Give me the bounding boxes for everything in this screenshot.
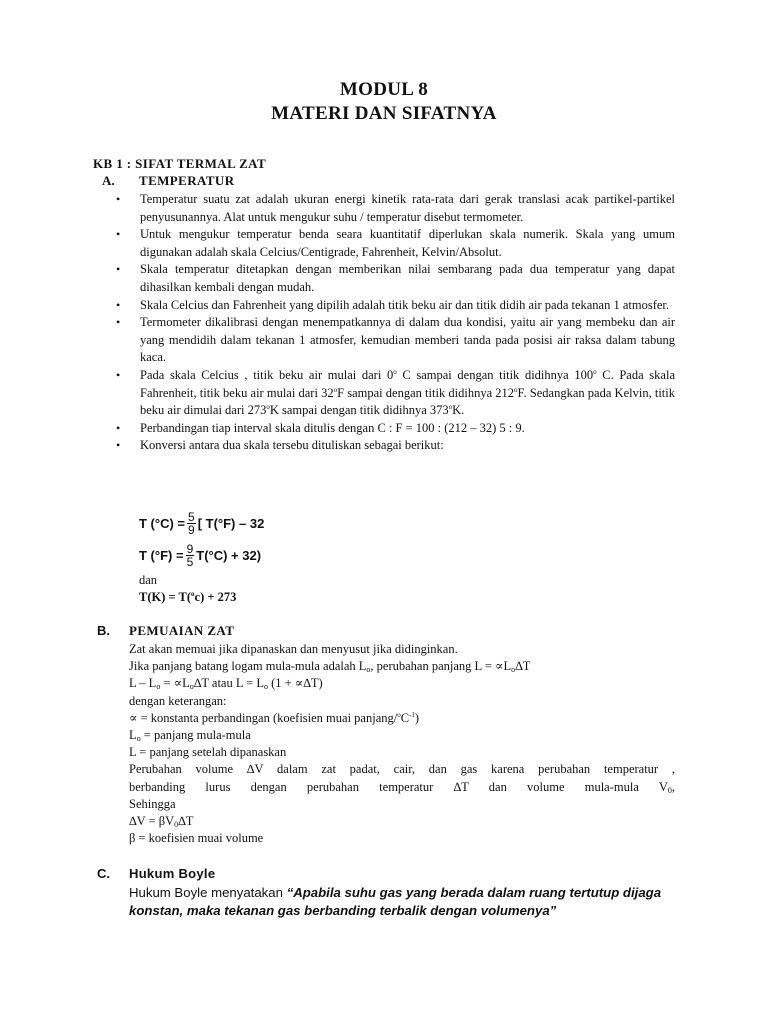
bullet-item-scales: • Pada skala Celcius , titik beku air mulai dari 0$^o$ C sampai dengan titik didihnya 100$^o$ C. Pada skala Fahrenheit, titik beku air mulai dari 32$^o$F sampai dengan titik didihnya 212$^o$F. Sedangkan pada Kelvin, titik beku air dimulai dari 273$^o$K sampai dengan titik didihnya 373$^o$K. xyxy=(116,367,675,418)
section-a-letter: A. xyxy=(102,173,115,188)
module-title: MATERI DAN SIFATNYA xyxy=(271,103,497,124)
bullet-icon: • xyxy=(116,262,121,277)
section-a-title: TEMPERATUR xyxy=(139,173,235,188)
formula-connector: dan xyxy=(139,573,158,587)
bullet-icon: • xyxy=(116,438,121,453)
formula-celsius: T (°C) = $\frac{5}{9}$ [ T(°F) – 32 xyxy=(139,510,265,537)
bullet-item: • Termometer dikalibrasi dengan menempatkannya di dalam dua kondisi, yaitu air yang membeku dan air yang mendidih dalam tekanan 1 atmosfer, kemudian memberi tanda pada posisi air raksa dalam tabung kaca. xyxy=(116,315,675,365)
section-c-title: Hukum Boyle xyxy=(129,866,216,881)
formula-kelvin: T(K) = T($^o$c) + 273 xyxy=(139,590,237,604)
section-b-title: PEMUAIAN ZAT xyxy=(129,623,235,638)
temperature-bullet-list xyxy=(112,191,675,455)
bullet-icon: • xyxy=(116,315,121,330)
bullet-item: • Skala temperatur ditetapkan dengan memberikan nilai sembarang pada dua temperatur yang dapat dihasilkan kembali dengan mudah. xyxy=(116,262,675,294)
boyle-law-text: Hukum Boyle menyatakan “Apabila suhu gas yang berada dalam ruang tertutup dijaga konstan, maka tekanan gas berbanding terbalik dengan volumenya” xyxy=(129,885,662,918)
kb-heading: KB 1 : SIFAT TERMAL ZAT xyxy=(93,156,267,171)
bullet-icon: • xyxy=(116,420,121,435)
module-number: MODUL 8 xyxy=(339,79,429,100)
bullet-icon: • xyxy=(116,192,121,206)
fraction-9-5: $\frac{9}{5}$ xyxy=(186,542,194,569)
bullet-item: • Perbandingan tiap interval skala ditulis dengan C : F = 100 : (212 – 32) 5 : 9. xyxy=(112,420,675,438)
bullet-item: • Untuk mengukur temperatur benda seara kuantitatif diperlukan skala numerik. Skala yang umum digunakan adalah skala Celcius/Centigrade, Fahrenheit, Kelvin/Absolut. xyxy=(116,227,675,259)
section-c-letter: C. xyxy=(97,866,110,881)
formula-fahrenheit: T (°F) = $\frac{9}{5}$ T(°C) + 32) xyxy=(139,542,262,569)
section-b-letter: B. xyxy=(97,623,110,638)
bullet-item: • Skala Celcius dan Fahrenheit yang dipilih adalah titik beku air dan titik didih air pada tekanan 1 atmosfer. xyxy=(112,297,675,315)
expansion-text: Zat akan memuai jika dipanaskan dan menyusut jika didinginkan. Jika panjang batang logam mula-mula adalah $L_o$, perubahan panjang $L = \propto L_o\Delta T$ $L - L_o = \propto L_o\Delta T$ atau $L = L_o$ (1 + ∝∆T) dengan keterangan: ∝ = konstanta perbandingan (koefisien muai panjang/$^oC^{-1}$) $L_o$ = panjang mula-mula L = panjang setelah dipanaskan Perubahan volume ∆V dalam zat padat, cair, dan gas karena perubahan temperatur , berbanding lurus dengan perubahan temperatur ∆T dan volume mula-mula $V_0$, Sehingga $\Delta V = \beta V_0\Delta T$ β = koefisien muai volume xyxy=(129,642,675,846)
bullet-icon: • xyxy=(116,367,121,382)
bullet-item: • Konversi antara dua skala tersebu dituliskan sebagai berikut: xyxy=(112,437,675,455)
module-title-block xyxy=(0,78,768,126)
bullet-item: • Temperatur suatu zat adalah ukuran energi kinetik rata-rata dari gerak translasi acak partikel-partikel penyusunannya. Alat untuk mengukur suhu / temperatur disebut termometer. xyxy=(116,192,675,224)
fraction-5-9: $\frac{5}{9}$ xyxy=(188,510,195,537)
boyle-law-quote: “Apabila suhu gas yang berada dalam ruang tertutup dijaga konstan, maka tekanan gas berbanding terbalik dengan volumenya” xyxy=(129,885,662,918)
bullet-icon: • xyxy=(116,227,121,242)
bullet-icon: • xyxy=(116,297,121,312)
